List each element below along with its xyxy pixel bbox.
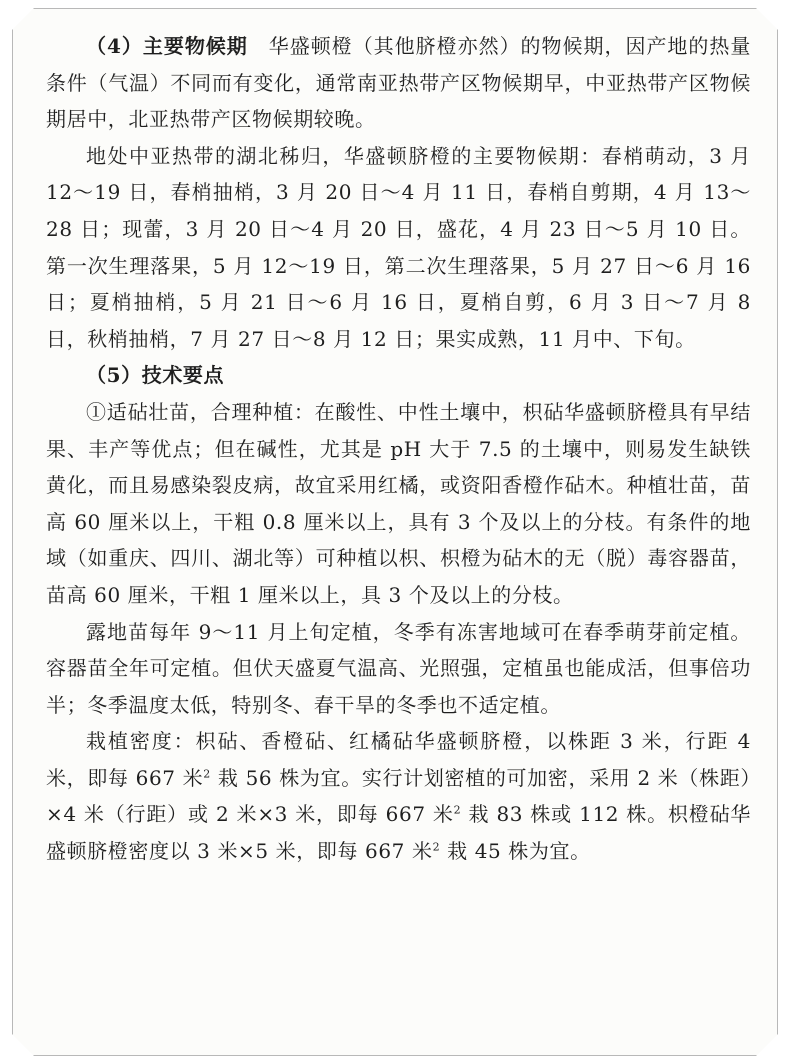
rootstock-paragraph: ①适砧壮苗，合理种植：在酸性、中性土壤中，枳砧华盛顿脐橙具有早结果、丰产等优点；但在碱性，尤其是 pH 大于 7.5 的土壤中，则易发生缺铁黄化，而且易感染裂皮病，故宜采用红橘，或资阳香橙作砧木。种植壮苗，苗高 60 厘米以上，干粗 0.8 厘米以上，具有 3 个及以上的分枝。有条件的地域（如重庆、四川、湖北等）可种植以枳、枳橙为砧木的无（脱）毒容器苗，苗高 60 厘米，干粗 1 厘米以上，具 3 个及以上的分枝。 [46,399,751,607]
phenology-paragraph: 地处中亚热带的湖北秭归，华盛顿脐橙的主要物候期：春梢萌动，3 月 12～19 日，春梢抽梢，3 月 20 日～4 月 11 日，春梢自剪期，4 月 13～28 日；现蕾，3 月 20 日～4 月 20 日，盛花，4 月 23 日～5 月 10 日。第一次生理落果，5 月 12～19 日，第二次生理落果，5 月 27 日～6 月 16 日；夏梢抽梢，5 月 21 日～6 月 16 日，夏梢自剪，6 月 3 日～7 月 8 日，秋梢抽梢，7 月 27 日～8 月 12 日；果实成熟，11 月中、下旬。 [46,143,751,351]
section4-heading: （4）主要物候期 [86,34,248,58]
section4-intro: 华盛顿橙（其他脐橙亦然）的物候期，因产地的热量条件（气温）不同而有变化，通常南亚热带产区物候期早，中亚热带产区物候期居中，北亚热带产区物候期较晚。 [46,34,751,132]
planting-density-paragraph: 栽植密度：枳砧、香橙砧、红橘砧华盛顿脐橙，以株距 3 米，行距 4 米，即每 667 米$^2$ 栽 56 株为宜。实行计划密植的可加密，采用 2 米（株距）×4 米（行距）或 2 米×3 米，即每 667 米$^2$ 栽 83 株或 112 株。枳橙砧华盛顿脐橙密度以 3 米×5 米，即每 667 米$^2$ 栽 45 株为宜。 [46,729,752,864]
section5-heading: （5）技术要点 [86,363,225,388]
section4-paragraph [46,28,751,138]
planting-time-paragraph: 露地苗每年 9～11 月上旬定植，冬季有冻害地域可在春季萌芽前定植。容器苗全年可定植。但伏天盛夏气温高、光照强，定植虽也能成活，但事倍功半；冬季温度太低，特别冬、春干旱的冬季也不适定植。 [46,619,751,717]
document-body [46,28,751,870]
